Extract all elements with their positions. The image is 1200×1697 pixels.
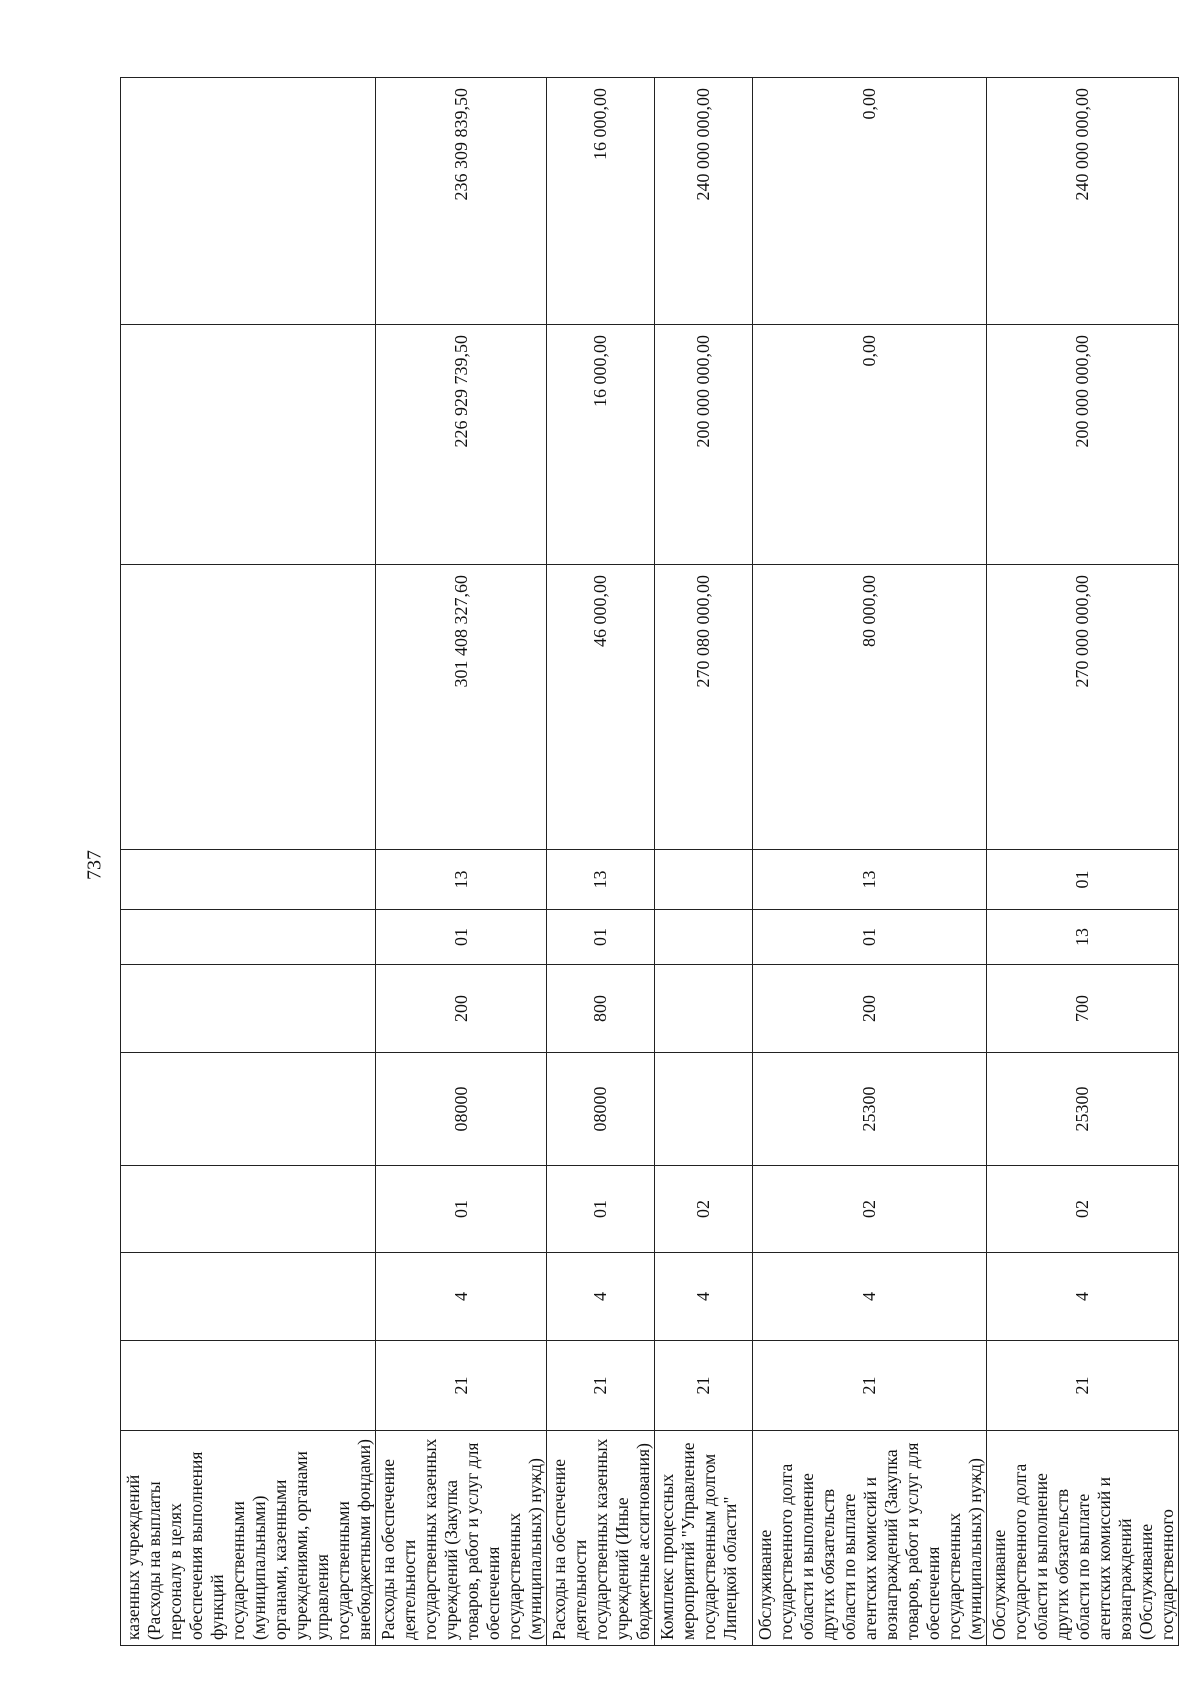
amount-cell: 301 408 327,60	[376, 565, 547, 850]
amount-cell: 46 000,00	[547, 565, 655, 850]
page-number: 737	[83, 850, 106, 880]
amount-cell	[121, 325, 376, 565]
code-cell: 25300	[753, 1053, 987, 1166]
code-cell: 02	[655, 1166, 753, 1253]
code-cell	[121, 1166, 376, 1253]
code-cell: 01	[753, 910, 987, 965]
code-cell	[121, 1253, 376, 1341]
code-cell: 13	[753, 850, 987, 910]
code-cell: 4	[655, 1253, 753, 1341]
row-name: Комплекс процессных мероприятий "Управление государственным долгом Липецкой области"	[655, 1431, 753, 1646]
budget-table-rotated	[120, 78, 1177, 1646]
code-cell: 02	[987, 1166, 1179, 1253]
code-cell: 21	[753, 1341, 987, 1431]
amount-cell: 80 000,00	[753, 565, 987, 850]
row-name: казенных учреждений (Расходы на выплаты персоналу в целях обеспечения выполнения функций государственными (муниципальными) органами, казенными учреждениями, органами управления государственными внебюджетными фондами)	[121, 1431, 376, 1646]
amount-cell: 0,00	[753, 325, 987, 565]
code-cell	[121, 850, 376, 910]
row-name: Обслуживание государственного долга области и выполнение других обязательств области по выплате агентских комиссий и вознаграждений (Обслуживание государственного	[987, 1431, 1179, 1646]
code-cell: 21	[547, 1341, 655, 1431]
code-cell: 4	[376, 1253, 547, 1341]
table-row	[987, 78, 1179, 1646]
code-cell: 200	[376, 965, 547, 1053]
code-cell	[655, 965, 753, 1053]
code-cell: 700	[987, 965, 1179, 1053]
amount-cell	[121, 78, 376, 325]
amount-cell: 270 000 000,00	[987, 565, 1179, 850]
code-cell: 21	[987, 1341, 1179, 1431]
code-cell	[121, 1341, 376, 1431]
table-row	[547, 78, 655, 1646]
table-row	[376, 78, 547, 1646]
code-cell: 25300	[987, 1053, 1179, 1166]
code-cell: 13	[376, 850, 547, 910]
code-cell: 01	[376, 1166, 547, 1253]
row-name: Обслуживание государственного долга области и выполнение других обязательств области по выплате агентских комиссий и вознаграждений (Закупка товаров, работ и услуг для обеспечения государственных (муниципальных) нужд)	[753, 1431, 987, 1646]
code-cell: 01	[547, 1166, 655, 1253]
code-cell: 4	[547, 1253, 655, 1341]
code-cell	[121, 965, 376, 1053]
code-cell	[655, 910, 753, 965]
amount-cell: 16 000,00	[547, 78, 655, 325]
amount-cell: 16 000,00	[547, 325, 655, 565]
table-row	[753, 78, 987, 1646]
amount-cell: 240 000 000,00	[655, 78, 753, 325]
code-cell: 13	[987, 910, 1179, 965]
code-cell: 21	[655, 1341, 753, 1431]
amount-cell: 236 309 839,50	[376, 78, 547, 325]
code-cell: 800	[547, 965, 655, 1053]
code-cell: 01	[547, 910, 655, 965]
code-cell: 01	[987, 850, 1179, 910]
code-cell: 08000	[547, 1053, 655, 1166]
table-row	[655, 78, 753, 1646]
row-name: Расходы на обеспечение деятельности государственных казенных учреждений (Иные бюджетные ассигнования)	[547, 1431, 655, 1646]
code-cell: 13	[547, 850, 655, 910]
amount-cell: 240 000 000,00	[987, 78, 1179, 325]
code-cell	[655, 1053, 753, 1166]
code-cell: 4	[753, 1253, 987, 1341]
code-cell	[655, 850, 753, 910]
amount-cell	[121, 565, 376, 850]
amount-cell: 270 080 000,00	[655, 565, 753, 850]
budget-table	[120, 77, 1179, 1646]
table-row	[121, 78, 376, 1646]
amount-cell: 200 000 000,00	[987, 325, 1179, 565]
code-cell: 4	[987, 1253, 1179, 1341]
code-cell: 01	[376, 910, 547, 965]
amount-cell: 0,00	[753, 78, 987, 325]
code-cell: 21	[376, 1341, 547, 1431]
code-cell: 02	[753, 1166, 987, 1253]
code-cell	[121, 1053, 376, 1166]
code-cell	[121, 910, 376, 965]
row-name: Расходы на обеспечение деятельности государственных казенных учреждений (Закупка товаров, работ и услуг для обеспечения государственных (муниципальных) нужд)	[376, 1431, 547, 1646]
amount-cell: 200 000 000,00	[655, 325, 753, 565]
code-cell: 200	[753, 965, 987, 1053]
code-cell: 08000	[376, 1053, 547, 1166]
amount-cell: 226 929 739,50	[376, 325, 547, 565]
